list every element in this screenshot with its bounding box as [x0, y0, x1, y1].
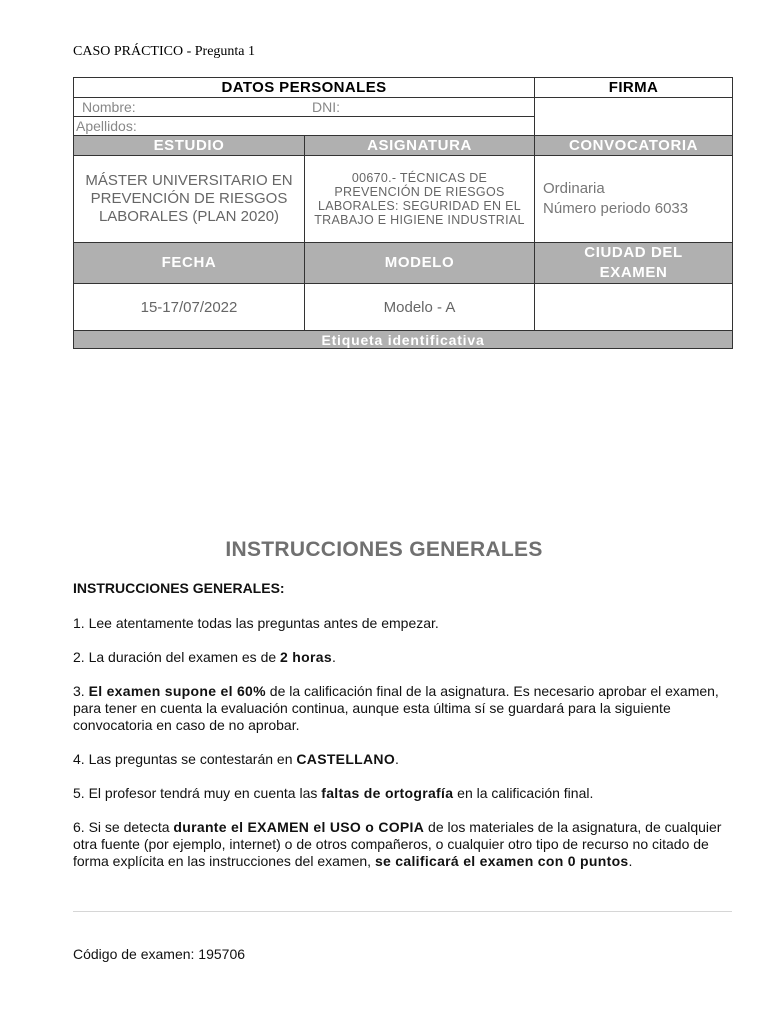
modelo-header: MODELO — [305, 243, 535, 284]
ciudad-header-text: CIUDAD DEL EXAMEN — [584, 244, 683, 281]
apellidos-field[interactable] — [74, 117, 535, 136]
ciudad-value[interactable] — [535, 284, 733, 331]
convocatoria-type: Ordinaria — [543, 180, 605, 197]
modelo-value: Modelo - A — [305, 284, 535, 331]
estudio-header: ESTUDIO — [74, 136, 305, 156]
instruction-item-5 — [73, 785, 733, 802]
instruction-5-pre: 5. El profesor tendrá muy en cuenta las — [73, 785, 322, 801]
instruction-5-post: en la calificación final. — [453, 785, 594, 801]
instruction-4-pre: 4. Las preguntas se contestarán en — [73, 751, 297, 767]
instruction-2-pre: 2. La duración del examen es de — [73, 649, 281, 665]
nombre-dni-field[interactable] — [74, 98, 535, 117]
instruction-item-6 — [73, 819, 733, 870]
instruction-6-bold-1: durante el EXAMEN el USO o COPIA — [173, 819, 425, 835]
convocatoria-header: CONVOCATORIA — [535, 136, 733, 156]
asignatura-text: 00670.- TÉCNICAS DE PREVENCIÓN DE RIESGOS LABORALES: SEGURIDAD EN EL TRABAJO E HIGIENE INDUSTRIAL — [314, 171, 525, 227]
instruction-item-2 — [73, 649, 733, 666]
instruction-2-bold: 2 horas — [280, 649, 332, 665]
instruction-item-3 — [73, 683, 733, 734]
instruction-3-post: de la calificación final de la asignatura. Es necesario aprobar el examen, para tener en cuenta la evaluación continua, aunque esta última sí se guardará para la siguiente convocatoria en caso de no aprobar. — [73, 683, 719, 733]
firma-header: FIRMA — [535, 78, 733, 98]
estudio-text: MÁSTER UNIVERSITARIO EN PREVENCIÓN DE RIESGOS LABORALES (PLAN 2020) — [85, 172, 293, 225]
dni-label: DNI: — [312, 99, 340, 115]
instruction-6-mid: de los materiales de la asignatura, de cualquier otra fuente (por ejemplo, internet) o de otros compañeros, o cualquier otro tipo de recurso no citado de forma explícita en las instrucciones del examen, — [73, 819, 722, 869]
page-header: CASO PRÁCTICO - Pregunta 1 — [73, 44, 256, 59]
convocatoria-value — [535, 156, 733, 243]
asignatura-header: ASIGNATURA — [305, 136, 535, 156]
estudio-value — [74, 156, 305, 243]
instruction-item-4 — [73, 751, 733, 768]
instruction-4-post: . — [395, 751, 399, 767]
nombre-label: Nombre: — [82, 99, 136, 115]
divider — [73, 911, 732, 912]
instructions-body — [73, 580, 733, 887]
instruction-6-bold-2: se calificará el examen con 0 puntos — [374, 853, 629, 869]
apellidos-label: Apellidos: — [76, 118, 137, 134]
instruction-3-pre: 3. — [73, 683, 89, 699]
instruction-3-bold: El examen supone el 60% — [88, 683, 266, 699]
instruction-6-post: . — [628, 853, 633, 869]
fecha-value: 15-17/07/2022 — [74, 284, 305, 331]
instruction-item-1: 1. Lee atentamente todas las preguntas antes de empezar. — [73, 615, 439, 631]
fecha-header: FECHA — [74, 243, 305, 284]
asignatura-value — [305, 156, 535, 243]
instruction-5-bold: faltas de ortografía — [321, 785, 454, 801]
instructions-subtitle: INSTRUCCIONES GENERALES: — [73, 580, 285, 596]
firma-box[interactable] — [535, 98, 733, 136]
instruction-4-bold: CASTELLANO — [296, 751, 396, 767]
ciudad-header — [535, 243, 733, 284]
exam-form-table — [73, 77, 733, 349]
instructions-title: INSTRUCCIONES GENERALES — [225, 538, 543, 561]
convocatoria-period: Número periodo 6033 — [543, 200, 689, 217]
datos-personales-header: DATOS PERSONALES — [74, 78, 535, 98]
instruction-2-post: . — [331, 649, 336, 665]
instruction-6-pre: 6. Si se detecta — [73, 819, 174, 835]
etiqueta-identificativa: Etiqueta identificativa — [74, 331, 733, 349]
exam-code: Código de examen: 195706 — [73, 946, 246, 962]
